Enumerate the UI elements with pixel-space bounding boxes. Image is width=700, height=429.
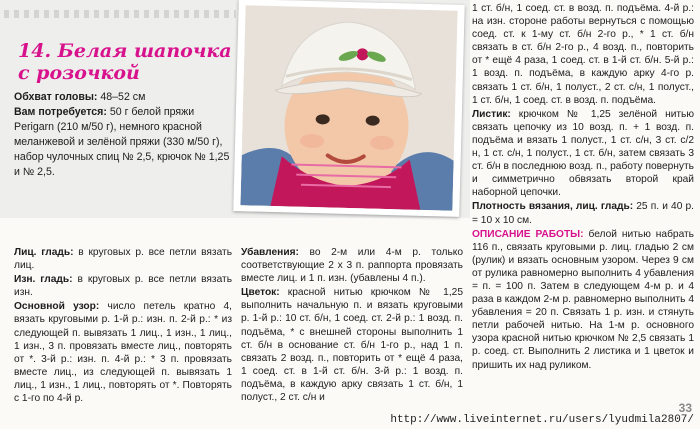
- term-label: Убавления:: [241, 247, 299, 258]
- baby-photo: [240, 5, 457, 210]
- stitch-decoration: [4, 10, 236, 18]
- term-text: красной нитью крючком № 1,25 выполнить начальную п. и вязать круговыми р. 1-й р.: 10 ст. б/н, 1 соед. ст. 2-й р.: 1 возд. п. подъёма, * с внешней стороны выполнить 1 ст. б/н в основание ст. б/н 1-го р., над 1 п. связать 2 возд. п., повторить от * ещё 4 раза, 1 соед. ст. в 1-й ст. б/н. 3-й р.: 1 возд. п. подъёма, в каждую арку связать 1 ст. б/н, 1 полуст., 2 ст. с/н и: [241, 287, 463, 404]
- source-url[interactable]: http://www.liveinternet.ru/users/lyudmila2807/: [390, 414, 694, 426]
- term-label: Лиц. гладь:: [14, 247, 74, 258]
- paragraph: [241, 246, 463, 285]
- term-text: крючком № 1,25 зелёной нитью связать цепочку из 10 возд. п. + 1 возд. п. подъёма и вязать 1 полуст., 1 ст. с/н, 3 ст. с/2 н, 1 ст. с/н, 1 полуст., 1 ст. б/н, затем связать 3 ст. б/н в последнюю возд. п., работу повернуть и симметрично обвязать второй край наборной цепочки.: [472, 108, 694, 199]
- intro-block: [14, 90, 232, 180]
- title-line-2: с розочкой: [18, 62, 140, 84]
- column-right: [472, 2, 694, 373]
- term-label: Цветок:: [241, 287, 280, 299]
- term-label: Листик:: [472, 108, 511, 120]
- paragraph: [14, 246, 232, 272]
- paragraph: [472, 228, 694, 372]
- materials-label: Вам потребуется:: [14, 106, 107, 118]
- term-label: Изн. гладь:: [14, 274, 73, 286]
- column-left: [14, 246, 232, 406]
- term-text: в круговых р. все петли вязать изн.: [14, 274, 233, 299]
- term-label: Основной узор:: [14, 301, 100, 313]
- title-line-1: 14. Белая шапочка: [18, 40, 232, 62]
- section-label: ОПИСАНИЕ РАБОТЫ:: [472, 228, 584, 240]
- head-value: 48–52 см: [97, 91, 146, 103]
- head-label: Обхват головы:: [14, 91, 98, 103]
- term-text: в круговых р. все петли вязать лиц.: [14, 247, 232, 272]
- paragraph: [472, 108, 694, 200]
- term-text: во 2-м или 4-м р. только соответствующие 2 х 3 п. раппорта провязать вместе лиц. и 1 п. изн. (убавлены 4 п.).: [241, 247, 463, 285]
- baby-illustration: [240, 5, 457, 210]
- column-middle: [241, 246, 463, 405]
- photo-frame: [233, 0, 464, 217]
- term-text: 25 п. и 40 р. = 10 х 10 см.: [472, 201, 694, 226]
- term-text: 1 ст. б/н, 1 соед. ст. в возд. п. подъёма. 4-й р.: на изн. стороне работы вернуться с помощью соед. ст. к 1-му ст. б/н 2-го р., * 1 ст. б/н связать в ст. б/н 2-го р., 4 возд. п., повторить от * ещё 4 раза, 1 соед. ст. в 1-й ст. б/н. 5-й р.: 1 возд. п. подъёма, в каждую арку 4-го р. связать 1 ст. б/н, 1 полуст., 2 ст. с/н, 1 полуст., 1 ст. б/н, 1 соед. ст. в возд. п. подъёма.: [472, 3, 694, 106]
- term-text: белой нитью набрать 116 п., связать круговыми р. лиц. гладью 2 см (рулик) и вязать основным узором. Через 9 см от рулика равномерно выполнить 4 убавления = п. = 100 п. Затем в следующем 4-м р. и 4 раза в каждом 2-м р. равномерно выполнить 4 убавления = 20 п. Связать 1 р. изн. и стянуть петли рабочей нитью. На 1-м р. основного узора красной нитью крючком № 2,5 связать 1 р. соед. ст. Выполнить 2 листика и 1 цветок и пришить их над руликом.: [472, 228, 694, 371]
- materials-value: 50 г белой пряжи Perigarn (210 м/50 г), немного красной меланжевой и зелёной пряжи (330 м/50 г), набор чулочных спиц № 2,5, крючок № 1,25 и № 2,5.: [14, 106, 230, 178]
- paragraph: [472, 200, 694, 226]
- term-label: Плотность вязания, лиц. гладь:: [472, 201, 634, 213]
- paragraph: [241, 286, 463, 404]
- paragraph: [14, 300, 232, 405]
- term-text: число петель кратно 4, вязать круговыми р. 1-й р.: изн. п. 2-й р.: * из следующей п. вывязать 1 лиц., 1 изн., 1 лиц., 1 изн., 3 п. провязать вместе лиц., повторять от *. 3-й р.: изн. п. 4-й р.: * 3 п. провязать вместе лиц., из следующей п. вывязать 1 лиц., 1 изн., 1 лиц., повторять от *. Повторять с 1-го по 4-й р.: [14, 301, 232, 405]
- pattern-title: [18, 40, 238, 84]
- page-number: 33: [678, 401, 692, 415]
- paragraph: [14, 273, 232, 299]
- paragraph: [472, 2, 694, 107]
